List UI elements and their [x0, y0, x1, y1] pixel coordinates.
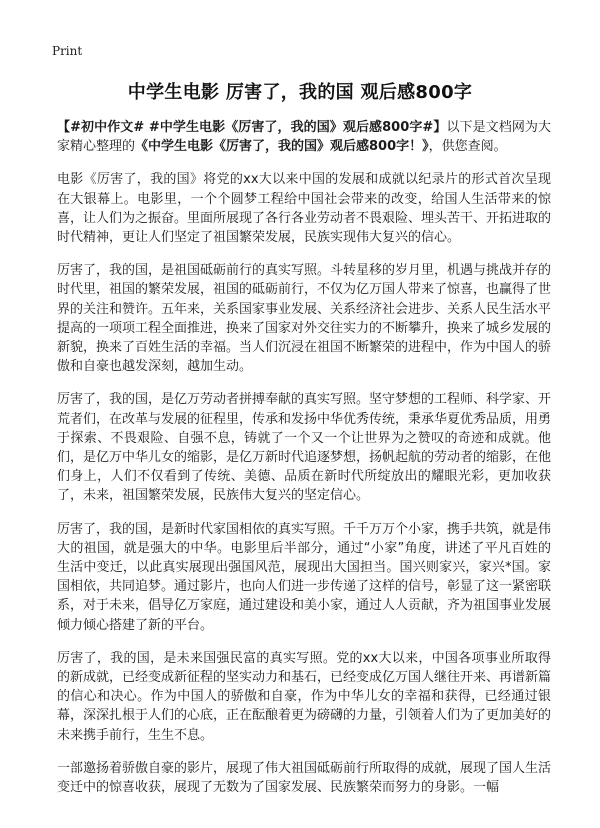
intro-paragraph: [57, 118, 551, 156]
page-title: 中学生电影 厉害了，我的国 观后感800字: [127, 82, 473, 103]
paragraph-1: 电影《厉害了，我的国》将党的xx大以来中国的发展和成就以纪录片的形式首次呈现在大银幕上。电影里，一个个圆梦工程给中国社会带来的改变，给国人生活带来的惊喜，让人们为之振奋。里面所展现了各行各业劳动者不畏艰险、埋头苦干、开拓进取的时代精神，更让人们坚定了祖国繁荣发展，民族实现伟大复兴的信心。: [57, 172, 552, 246]
paragraph-3: 厉害了，我的国，是亿万劳动者拼搏奉献的真实写照。坚守梦想的工程师、科学家、开荒者们，在改革与发展的征程里，传承和发扬中华优秀传统，秉承华夏优秀品质，用勇于探索、不畏艰险、自强不息，铸就了一个又一个让世界为之赞叹的奇迹和成就。他们，是亿万中华儿女的缩影，是亿万新时代追逐梦想，扬帆起航的劳动者的缩影，在他们身上，人们不仅看到了传统、美德、品质在新时代所绽放出的耀眼光彩，更加收获了，未来，祖国繁荣发展，民族伟大复兴的坚定信心。: [57, 392, 552, 504]
article-body: [57, 118, 551, 811]
print-link[interactable]: Print: [52, 44, 83, 58]
intro-tag: 【#初中作文# #中学生电影《厉害了，我的国》观后感800字#】: [57, 120, 447, 135]
paragraph-5: 厉害了，我的国，是未来国强民富的真实写照。党的xx大以来，中国各项事业所取得的新成就，已经变成新征程的坚实动力和基石，已经变成亿万国人继往开来、再谱新篇的信心和决心。作为中国人的骄傲和自豪，作为中华儿女的幸福和获得，已经通过银幕，深深扎根于人们的心底，正在酝酿着更为磅礴的力量，引领着人们为了更加美好的未来携手前行，生生不息。: [57, 650, 552, 743]
paragraph-6: 一部邀扬着骄傲自豪的影片，展现了伟大祖国砥砺前行所取得的成就，展现了国人生活变迁中的惊喜收获，展现了无数为了国家发展、民族繁荣而努力的身影。一幅: [57, 760, 552, 796]
paragraph-2: 厉害了，我的国，是祖国砥砺前行的真实写照。斗转星移的岁月里，机遇与挑战并存的时代里，祖国的繁荣发展，祖国的砥砺前行，不仅为亿万国人带来了惊喜，也赢得了世界的关注和赞许。五年来，关系国家事业发展、关系经济社会进步、关系人民生活水平提高的一项项工程全面推进，换来了国家对外交往实力的不断攀升，换来了城乡发展的新貌，换来了百姓生活的幸福。当人们沉浸在祖国不断繁荣的进程中，作为中国人的骄傲和自豪也越发深刻，越加生动。: [57, 263, 552, 375]
intro-tail: ，供您查阅。: [428, 139, 507, 155]
paragraph-4: 厉害了，我的国，是新时代家国相依的真实写照。千千万万个小家，携手共筑，就是伟大的祖国，就是强大的中华。电影里后半部分，通过“小家”角度，讲述了平凡百姓的生活中变迁，以此真实展现出强国风范，展现出大国担当。国兴则家兴，家兴*国。家国相依，共同追梦。通过影片，也向人们进一步传递了这样的信号，彰显了这一紧密联系，对于未来，倡导亿万家庭，通过建设和美小家，通过人人贡献，齐为祖国事业发展倾力倾心搭建了新的平台。: [57, 521, 552, 633]
intro-book-title: 《中学生电影《厉害了，我的国》观后感800字！》: [135, 139, 429, 155]
intro-lead: 以下是文档网为大家精心整理的: [57, 120, 551, 155]
